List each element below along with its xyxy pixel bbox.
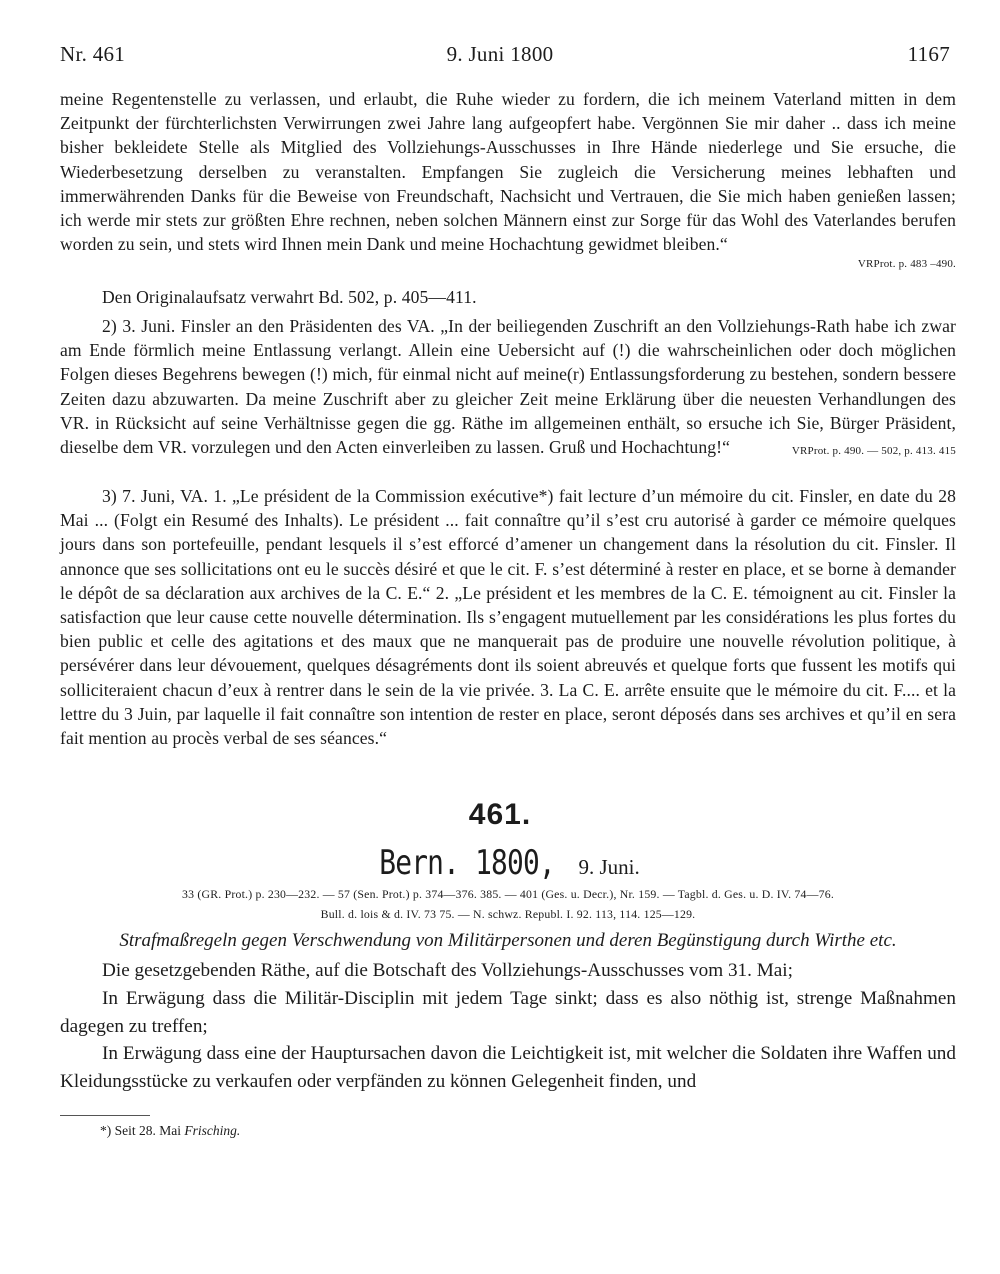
paragraph-executive-minutes: 3) 7. Juni, VA. 1. „Le président de la Commission exécutive*) fait lecture d’un mémoire du cit. Finsler, en date du 28 Mai ... (Folgt ein Resumé des Inhalts). Le président ... fait connaître qu’il s’est cru autorisé à garder ce mémoire quelques jours dans son portefeuille, pendant lesquels il s’est efforcé d’amener un changement dans la résolution du cit. Finsler. Il annonce que ses sollicitations ont eu le succès désiré et que le cit. F. s’est déterminé à rester en place, et se borne à demander le dépôt de sa déclaration aux archives de la C. E.“ 2. „Le président et les membres de la C. E. témoignent au cit. Finsler la satisfaction que leur cause cette nouvelle détermination. Ils s’engagent mutuellement par les considérations les plus fortes du bien public et celle des agitations et des maux que ne manquerait pas de produire une nouvelle révolution politique, à persévérer dans leur dévouement, quelques désagréments dont ils soient abreuvés et quelque forts que fussent les motifs qui solliciteraient chacun d’eux à rentrer dans le sein de la vie privée. 3. La C. E. arrête ensuite que le mémoire du cit. F.... et la lettre du 3 Juin, par laquelle il fait connaître son intention de rester en place, seront déposés dans ses archives et qu’il en sera fait mention au procès verbal de ses séances.“	[60, 486, 956, 749]
footnote-name: Frisching.	[184, 1123, 241, 1138]
paragraph-archive-note: Den Originalaufsatz verwahrt Bd. 502, p. 405—411.	[102, 287, 477, 307]
section-date: 9. Juni.	[578, 855, 640, 879]
law-title: Strafmaßregeln gegen Verschwendung von Militärpersonen und deren Begünstigung durch Wirthe etc.	[119, 930, 897, 951]
footnote-text: *) Seit 28. Mai	[100, 1123, 181, 1138]
sources-line-1: 33 (GR. Prot.) p. 230—232. — 57 (Sen. Prot.) p. 374—376. 385. — 401 (Ges. u. Decr.), Nr. 159. — Tagbl. d. Ges. u. D. IV. 74—76.	[182, 887, 834, 901]
page-header-date: 9. Juni 1800	[446, 42, 554, 66]
footnote	[100, 1123, 240, 1139]
footnote-divider	[60, 1115, 150, 1116]
law-preamble-2: In Erwägung dass die Militär-Disciplin mit jedem Tage sinkt; dass es also nöthig ist, strenge Maßnahmen dagegen zu treffen;	[60, 988, 956, 1037]
paragraph-text: meine Regentenstelle zu verlassen, und erlaubt, die Ruhe wieder zu fordern, die ich meinem Vaterland mitten in dem Zeitpunkt der fürchterlichsten Verwirrungen zwei Jahre lang aufgeopfert habe. Vergönnen Sie mir daher .. dass ich meine bisher bekleidete Stelle als Mitglied des Vollziehungs-Ausschusses in Ihre Hände niederlege und Sie ersuche, die Wiederbesetzung derselben zu veranstalten. Empfangen Sie zugleich die Versicherung meines lebhaften und immerwährenden Danks für die Beweise von Freundschaft, Nachsicht und Vertrauen, die Sie mich haben genießen lassen; ich werde mir stets zur größten Ehre rechnen, neben solchen Männern einst zur Sorge für das Wohl des Vaterlandes berufen worden zu sein, und stets wird Ihnen mein Dank und meine Hochachtung gewidmet bleiben.“	[60, 89, 956, 255]
paragraph-letter-ending	[60, 87, 956, 277]
protocol-reference: VRProt. p. 483 –490.	[857, 258, 956, 271]
section-place-year: Bern. 1800,	[379, 843, 556, 883]
section-number: 461.	[468, 798, 532, 831]
page-header-left: Nr. 461	[60, 42, 126, 66]
page-number: 1167	[907, 42, 950, 66]
sources-line-2: Bull. d. lois & d. IV. 73 75. — N. schwz. Republ. I. 92. 113, 114. 125—129.	[320, 907, 696, 921]
paragraph-finsler-letter	[60, 314, 956, 463]
protocol-reference: VRProt. p. 490. — 502, p. 413. 415	[791, 445, 956, 458]
paragraph-text: 2) 3. Juni. Finsler an den Präsidenten des VA. „In der beiliegenden Zuschrift an den Vollziehungs-Rath habe ich zwar am Ende förmlich meine Entlassung verlangt. Allein eine Uebersicht auf (!) die wahrscheinlichen oder doch möglichen Folgen dieses Begehrens bewegen (!) mich, für einmal nicht auf meine(r) Entlassungsforderung zu bestehen, sondern bessere Zeiten dazu abzuwarten. Da meine Zuschrift aber zu gleicher Zeit meine Erklärung über die neuesten Verhandlungen des VR. in Rücksicht auf seine Verhältnisse gegen die gg. Räthe im allgemeinen enthält, so ersuche ich Sie, Bürger Präsident, dieselbe dem VR. vorzulegen und den Acten einverleiben zu lassen. Gruß und Hochachtung!“	[60, 316, 956, 458]
law-preamble-3: In Erwägung dass eine der Hauptursachen davon die Leichtigkeit ist, mit welcher die Soldaten ihre Waffen und Kleidungsstücke zu verkaufen oder verpfänden zu können Gelegenheit finden, und	[60, 1043, 956, 1092]
law-preamble-1: Die gesetzgebenden Räthe, auf die Botschaft des Vollziehungs-Ausschusses vom 31. Mai;	[102, 960, 793, 981]
section-heading	[0, 843, 1000, 883]
